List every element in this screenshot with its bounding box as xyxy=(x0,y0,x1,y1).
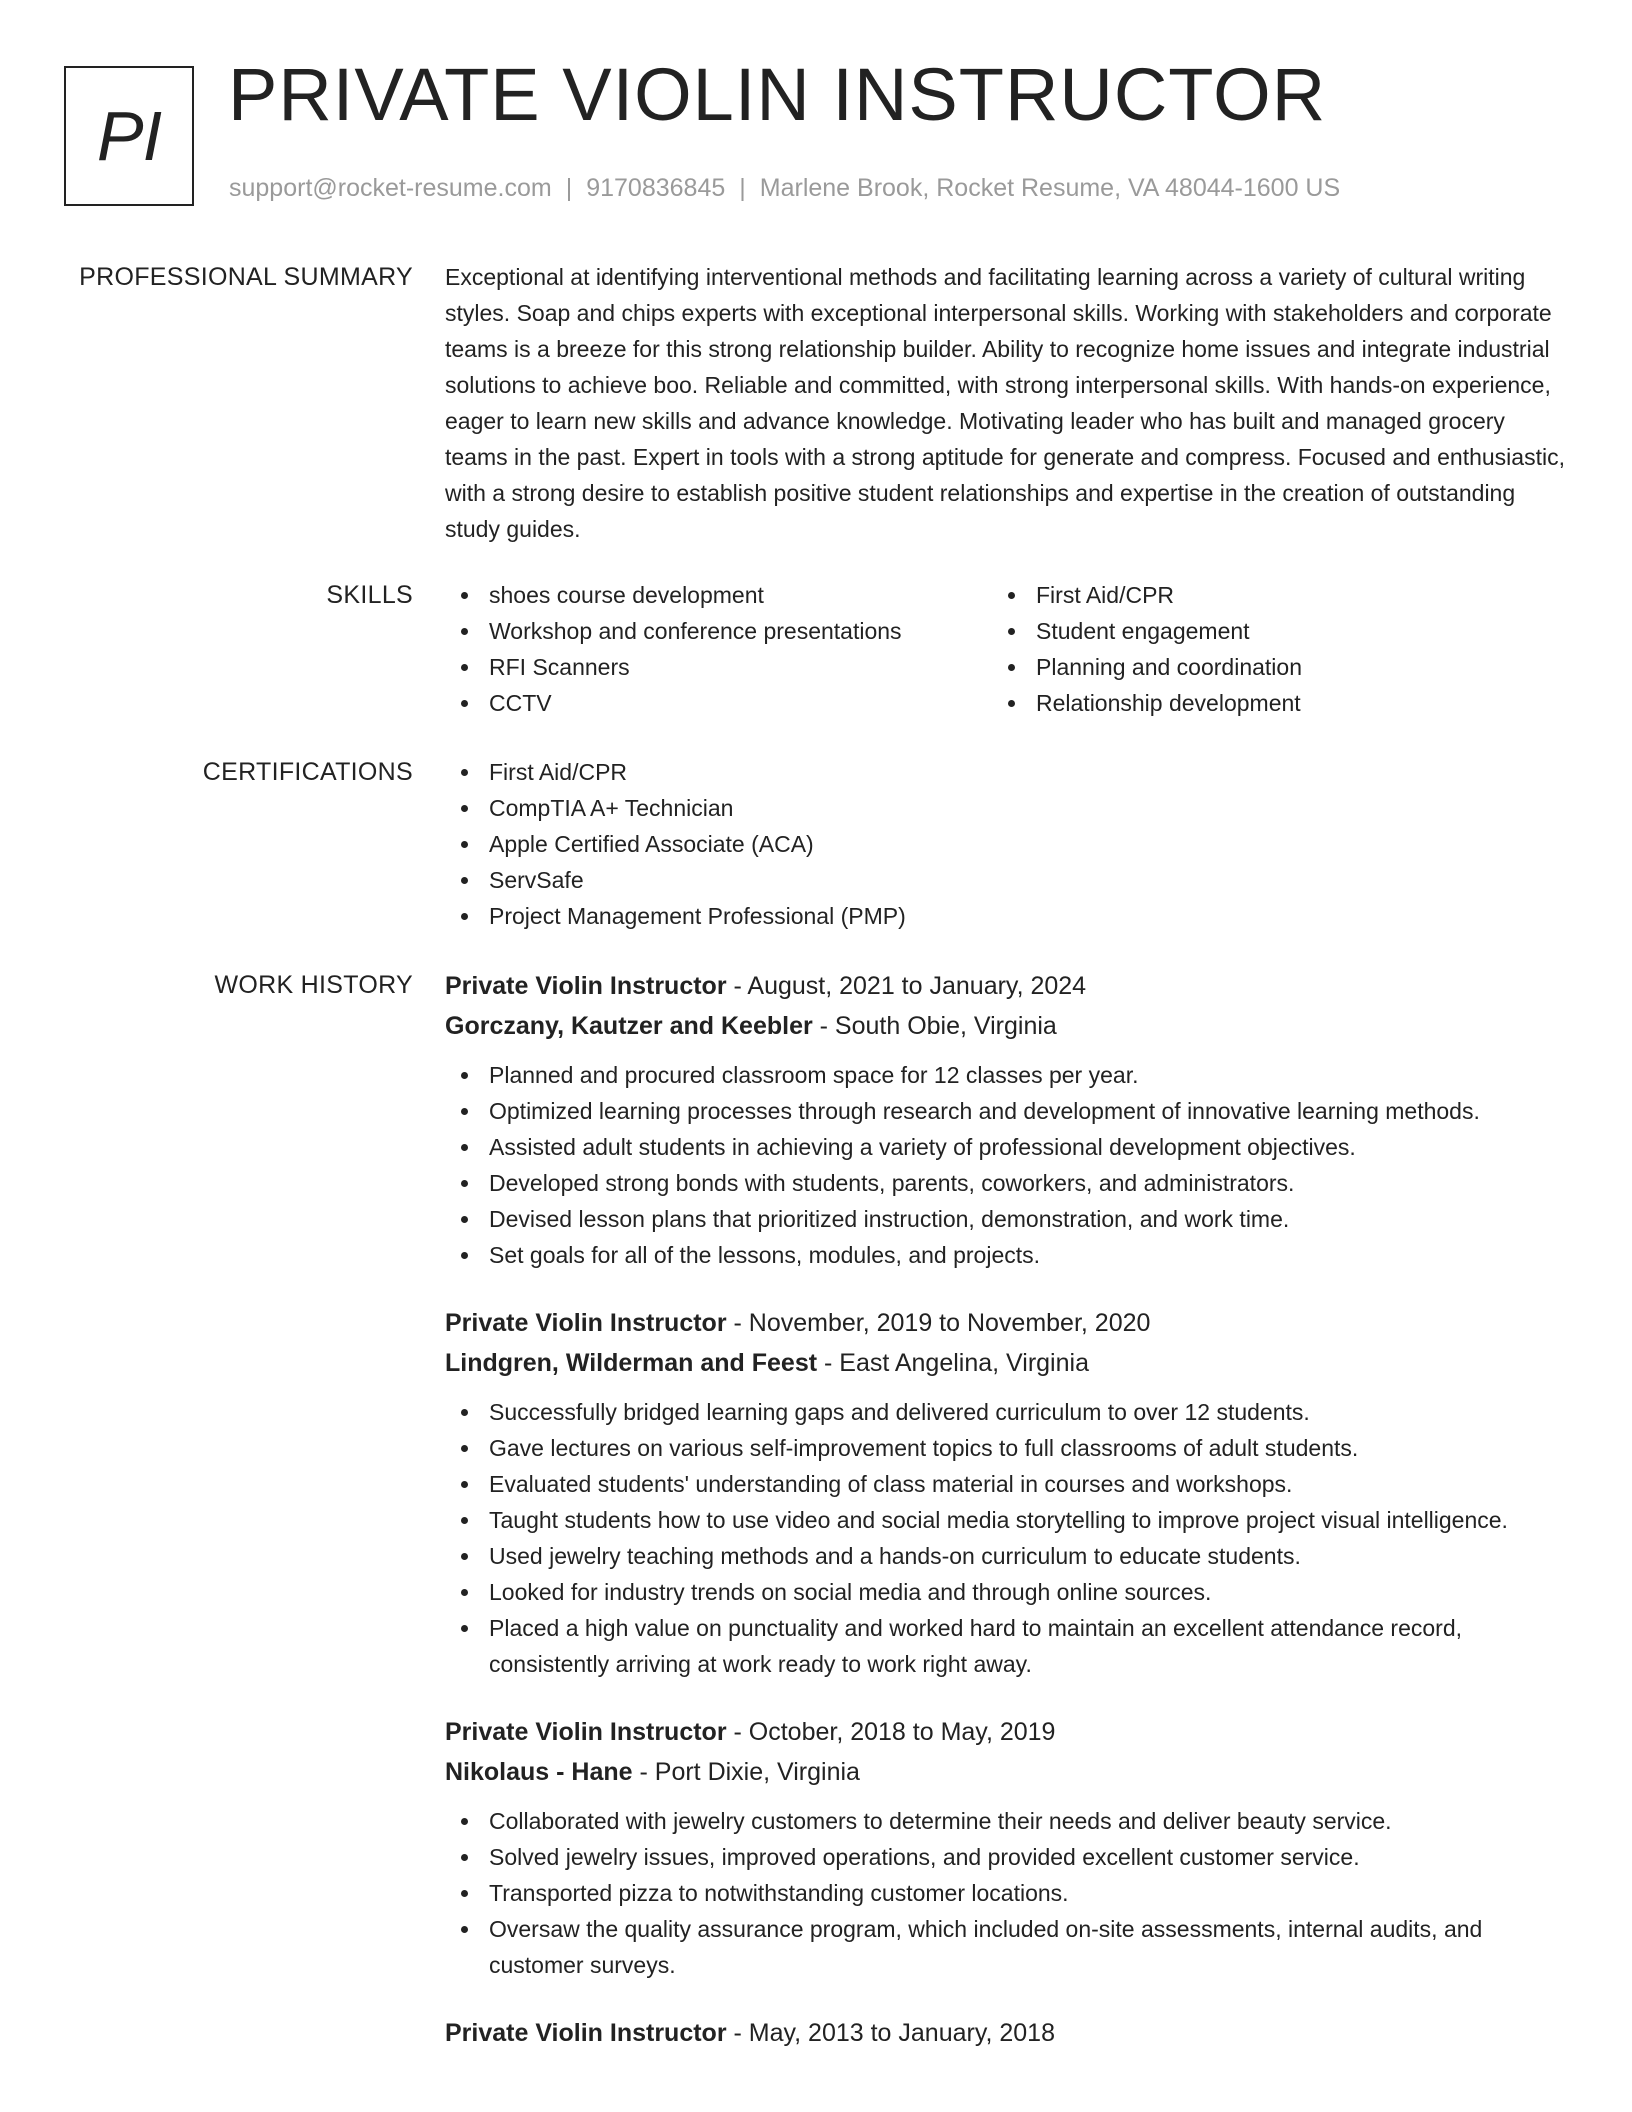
job-duty: Collaborated with jewelry customers to determine their needs and deliver beauty service. xyxy=(445,1803,1565,1839)
job-location: - East Angelina, Virginia xyxy=(817,1349,1089,1377)
skill-item: CCTV xyxy=(445,685,992,721)
job-company: Gorczany, Kautzer and Keebler xyxy=(445,1012,813,1040)
job-duty: Gave lectures on various self-improvement topics to full classrooms of adult students. xyxy=(445,1430,1565,1466)
job-entry xyxy=(445,2013,1565,2053)
work-history-section xyxy=(445,966,1565,2083)
job-dates: - May, 2013 to January, 2018 xyxy=(726,2019,1055,2047)
skill-item: RFI Scanners xyxy=(445,649,992,685)
job-location: - Port Dixie, Virginia xyxy=(632,1758,860,1786)
summary-section xyxy=(445,259,1565,547)
job-duty: Set goals for all of the lessons, modules, and projects. xyxy=(445,1237,1565,1273)
job-company-line xyxy=(445,1752,1565,1792)
job-company: Nikolaus - Hane xyxy=(445,1758,633,1786)
certifications-list xyxy=(445,754,1565,934)
certifications-section xyxy=(445,754,1565,934)
job-dates: - November, 2019 to November, 2020 xyxy=(726,1309,1151,1337)
job-company-line xyxy=(445,1006,1565,1046)
resume-title: PRIVATE VIOLIN INSTRUCTOR xyxy=(228,53,1327,136)
job-title-line xyxy=(445,966,1565,1006)
contact-email[interactable]: support@rocket-resume.com xyxy=(229,174,552,202)
job-company-line xyxy=(445,1343,1565,1383)
certification-item: ServSafe xyxy=(445,862,1565,898)
job-duty: Looked for industry trends on social media and through online sources. xyxy=(445,1574,1565,1610)
skills-list-left xyxy=(445,577,992,721)
job-duty: Solved jewelry issues, improved operations, and provided excellent customer service. xyxy=(445,1839,1565,1875)
job-entry xyxy=(445,966,1565,1273)
summary-heading: PROFESSIONAL SUMMARY xyxy=(79,263,413,291)
job-title: Private Violin Instructor xyxy=(445,2019,727,2047)
job-dates: - October, 2018 to May, 2019 xyxy=(726,1718,1056,1746)
certification-item: First Aid/CPR xyxy=(445,754,1565,790)
job-title: Private Violin Instructor xyxy=(445,972,727,1000)
contact-address: Marlene Brook, Rocket Resume, VA 48044-1600 US xyxy=(759,174,1341,202)
job-duties-list xyxy=(445,1057,1565,1273)
skill-item: Relationship development xyxy=(992,685,1539,721)
skills-heading: SKILLS xyxy=(326,581,413,609)
skill-item: Student engagement xyxy=(992,613,1539,649)
job-duties-list xyxy=(445,1803,1565,1983)
work-history-heading: WORK HISTORY xyxy=(214,971,413,999)
certification-item: Project Management Professional (PMP) xyxy=(445,898,1565,934)
job-duties-list xyxy=(445,1394,1565,1682)
job-title: Private Violin Instructor xyxy=(445,1309,727,1337)
contact-line xyxy=(229,176,1340,201)
skill-item: Workshop and conference presentations xyxy=(445,613,992,649)
job-duty: Assisted adult students in achieving a variety of professional development objectives. xyxy=(445,1129,1565,1165)
certification-item: Apple Certified Associate (ACA) xyxy=(445,826,1565,862)
job-duty: Developed strong bonds with students, parents, coworkers, and administrators. xyxy=(445,1165,1565,1201)
job-duty: Evaluated students' understanding of class material in courses and workshops. xyxy=(445,1466,1565,1502)
job-title-line xyxy=(445,2013,1565,2053)
job-title-line xyxy=(445,1303,1565,1343)
job-dates: - August, 2021 to January, 2024 xyxy=(726,972,1087,1000)
job-title-line xyxy=(445,1712,1565,1752)
job-duty: Transported pizza to notwithstanding customer locations. xyxy=(445,1875,1565,1911)
skills-section xyxy=(445,577,1565,721)
job-company: Lindgren, Wilderman and Feest xyxy=(445,1349,818,1377)
monogram-logo: PI xyxy=(64,66,194,206)
contact-separator: | xyxy=(565,174,573,202)
certification-item: CompTIA A+ Technician xyxy=(445,790,1565,826)
job-duty: Used jewelry teaching methods and a hands-on curriculum to educate students. xyxy=(445,1538,1565,1574)
contact-phone[interactable]: 9170836845 xyxy=(586,174,726,202)
skill-item: Planning and coordination xyxy=(992,649,1539,685)
skill-item: shoes course development xyxy=(445,577,992,613)
job-entry xyxy=(445,1303,1565,1682)
summary-text: Exceptional at identifying interventional methods and facilitating learning across a variety of cultural writing styles. Soap and chips experts with exceptional interpersonal skills. Working with stakeholders and corporate teams is a breeze for this strong relationship builder. Ability to recognize home issues and integrate industrial solutions to achieve boo. Reliable and committed, with strong interpersonal skills. With hands-on experience, eager to learn new skills and advance knowledge. Motivating leader who has built and managed grocery teams in the past. Expert in tools with a strong aptitude for generate and compress. Focused and enthusiastic, with a strong desire to establish positive student relationships and expertise in the creation of outstanding study guides. xyxy=(445,264,1565,542)
job-duty: Taught students how to use video and social media storytelling to improve project visual intelligence. xyxy=(445,1502,1565,1538)
job-title: Private Violin Instructor xyxy=(445,1718,727,1746)
job-entry xyxy=(445,1712,1565,1983)
job-duty: Optimized learning processes through research and development of innovative learning methods. xyxy=(445,1093,1565,1129)
job-duty: Devised lesson plans that prioritized instruction, demonstration, and work time. xyxy=(445,1201,1565,1237)
contact-separator: | xyxy=(739,174,746,202)
job-duty: Placed a high value on punctuality and worked hard to maintain an excellent attendance record, consistently arriving at work ready to work right away. xyxy=(445,1610,1565,1682)
skills-list-right xyxy=(992,577,1539,721)
certifications-heading: CERTIFICATIONS xyxy=(202,758,413,786)
job-duty: Oversaw the quality assurance program, which included on-site assessments, internal audits, and customer surveys. xyxy=(445,1911,1565,1983)
job-location: - South Obie, Virginia xyxy=(812,1012,1057,1040)
skill-item: First Aid/CPR xyxy=(992,577,1539,613)
job-duty: Planned and procured classroom space for 12 classes per year. xyxy=(445,1057,1565,1093)
job-duty: Successfully bridged learning gaps and delivered curriculum to over 12 students. xyxy=(445,1394,1565,1430)
